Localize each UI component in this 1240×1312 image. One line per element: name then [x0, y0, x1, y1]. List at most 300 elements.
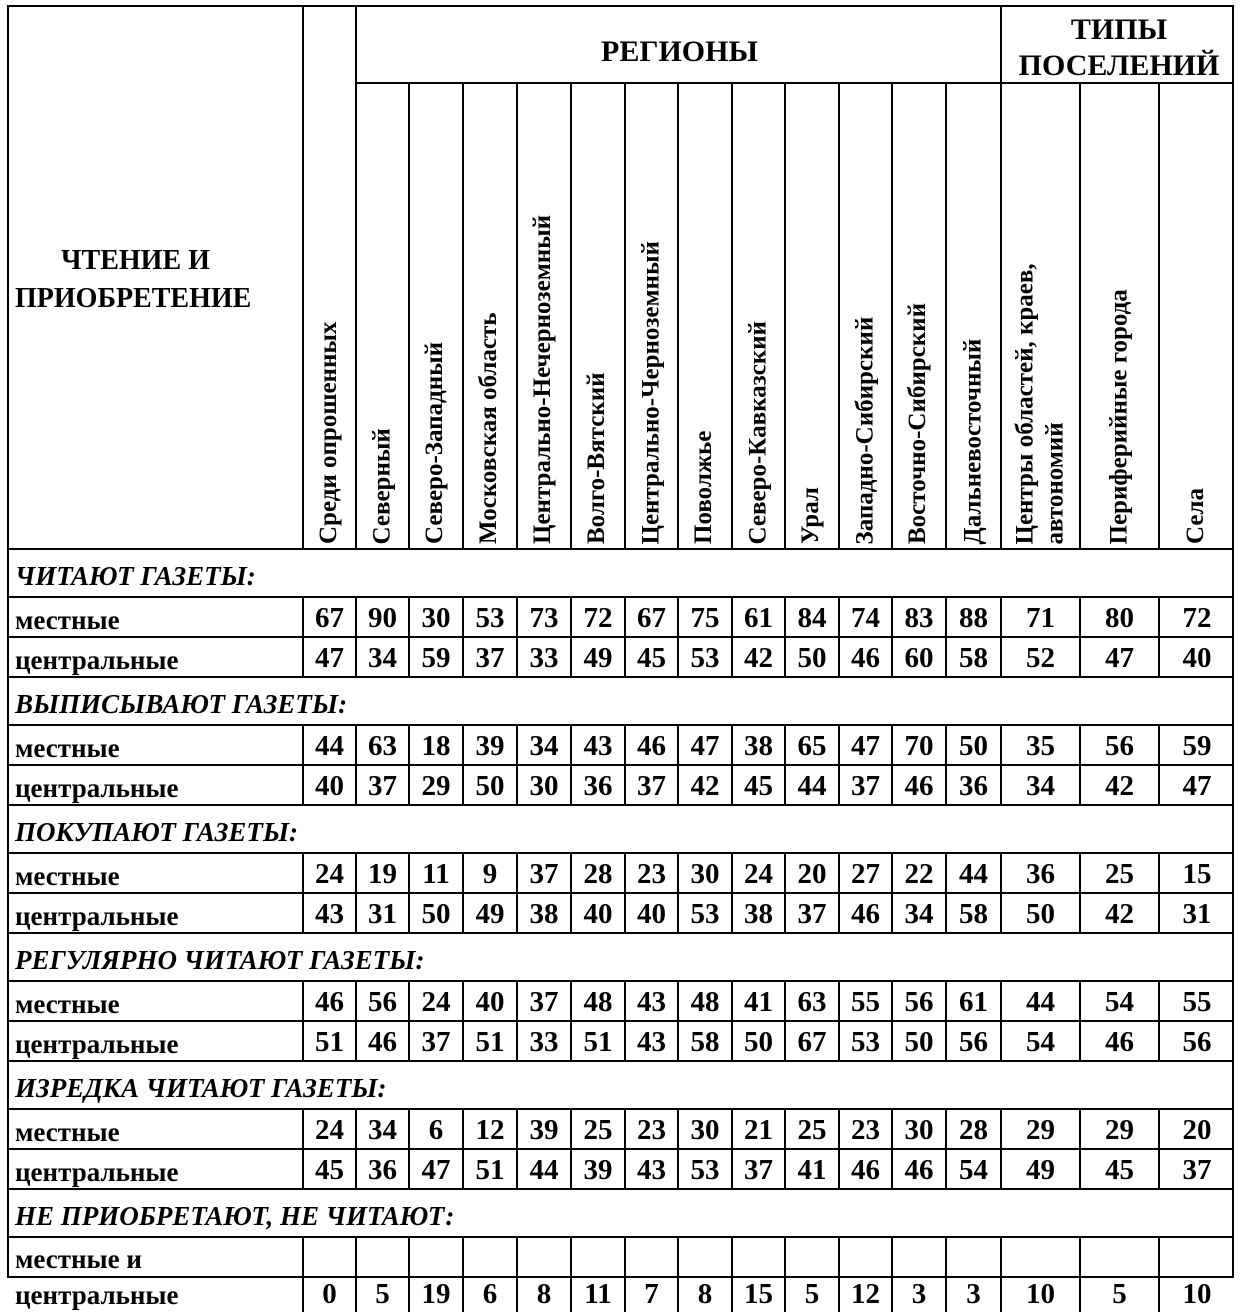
section-title: ВЫПИСЫВАЮТ ГАЗЕТЫ:: [15, 689, 348, 719]
cell-divider: [677, 1148, 679, 1188]
corner-title-line-2: ПРИОБРЕТЕНИЕ: [15, 283, 252, 314]
table-cell-value: 44: [797, 770, 827, 802]
cell-divider: [355, 724, 357, 764]
table-cell-value: 67: [315, 602, 344, 634]
cell-divider: [570, 892, 572, 932]
cell-divider: [838, 1148, 840, 1188]
cell-divider: [945, 892, 947, 932]
table-cell-value: 50: [1026, 898, 1055, 930]
table-cell-value: 41: [797, 1154, 827, 1186]
cell-divider: [1000, 1148, 1002, 1188]
table-cell-value: 50: [959, 730, 988, 762]
table-cell-value: 58: [959, 898, 988, 930]
cell-divider: [516, 1148, 518, 1188]
column-header-region: [357, 86, 406, 544]
table-cell-value: 38: [529, 898, 559, 930]
column-header-total-text: Среди опрошенных: [314, 321, 342, 544]
cell-divider: [355, 1108, 357, 1148]
cell-divider: [1000, 980, 1002, 1020]
table-cell-value: 44: [1026, 986, 1055, 1018]
table-cell-value: 19: [421, 1278, 451, 1310]
table-cell-value: 60: [904, 642, 934, 674]
cell-divider: [891, 852, 893, 892]
cell-divider: [355, 1020, 357, 1060]
table-cell-value: 34: [1026, 770, 1055, 802]
cell-divider: [677, 1108, 679, 1148]
cell-divider: [1000, 596, 1002, 636]
cell-divider: [1079, 892, 1081, 932]
cell-divider: [784, 1236, 786, 1312]
cell-divider: [570, 980, 572, 1020]
table-cell-value: 50: [797, 642, 827, 674]
cell-divider: [302, 892, 304, 932]
cell-divider: [784, 892, 786, 932]
table-cell-value: 30: [690, 1114, 720, 1146]
cell-divider: [945, 764, 947, 804]
table-cell-value: 53: [690, 898, 720, 930]
column-header-region: [893, 86, 943, 544]
cell-divider: [570, 852, 572, 892]
table-cell-value: 48: [690, 986, 720, 1018]
cell-divider: [1079, 852, 1081, 892]
table-cell-value: 46: [1105, 1026, 1134, 1058]
table-cell-value: 24: [744, 858, 773, 890]
table-cell-value: 40: [475, 986, 505, 1018]
table-cell-value: 56: [1105, 730, 1134, 762]
table-cell-value: 42: [1105, 898, 1134, 930]
cell-divider: [677, 980, 679, 1020]
cell-divider: [945, 724, 947, 764]
row-divider: [7, 804, 1234, 806]
column-header-region: [464, 86, 514, 544]
column-header-region-text: Урал: [797, 487, 824, 544]
table-cell-value: 43: [315, 898, 344, 930]
table-cell-value: 37: [637, 770, 666, 802]
cell-divider: [731, 1108, 733, 1148]
settlements-group-header-line-2: ПОСЕЛЕНИЙ: [1018, 49, 1220, 82]
cell-divider: [462, 1108, 464, 1148]
cell-divider: [570, 1148, 572, 1188]
cell-divider: [355, 636, 357, 676]
column-header-region: [572, 86, 622, 544]
table-cell-value: 33: [529, 642, 559, 674]
cell-divider: [784, 1148, 786, 1188]
table-cell-value: 84: [797, 602, 827, 634]
cell-divider: [731, 764, 733, 804]
cell-divider: [408, 892, 410, 932]
table-cell-value: 34: [529, 730, 559, 762]
cell-divider: [462, 596, 464, 636]
cell-divider: [945, 636, 947, 676]
table-cell-value: 50: [904, 1026, 934, 1058]
table-cell-value: 45: [744, 770, 773, 802]
table-cell-value: 49: [583, 642, 613, 674]
cell-divider: [1158, 1108, 1160, 1148]
cell-divider: [408, 596, 410, 636]
table-cell-value: 46: [368, 1026, 397, 1058]
cell-divider: [1079, 1108, 1081, 1148]
table-cell-value: 15: [1182, 858, 1212, 890]
section-divider: [7, 1108, 1234, 1110]
table-cell-value: 48: [583, 986, 613, 1018]
section-title: ПОКУПАЮТ ГАЗЕТЫ:: [15, 817, 298, 847]
table-cell-value: 24: [421, 986, 451, 1018]
table-cell-value: 46: [904, 1154, 934, 1186]
table-cell-value: 47: [1182, 770, 1212, 802]
table-cell-value: 49: [475, 898, 505, 930]
cell-divider: [462, 724, 464, 764]
table-cell-value: 42: [1105, 770, 1134, 802]
cell-divider: [516, 980, 518, 1020]
cell-divider: [516, 1020, 518, 1060]
cell-divider: [1079, 596, 1081, 636]
column-header-settlement-text: Периферийные города: [1104, 288, 1132, 544]
cell-divider: [838, 1020, 840, 1060]
table-cell-value: 67: [797, 1026, 827, 1058]
cell-divider: [516, 636, 518, 676]
cell-divider: [891, 724, 893, 764]
table-cell-value: 83: [904, 602, 934, 634]
table-cell-value: 90: [368, 602, 397, 634]
cell-divider: [784, 764, 786, 804]
column-header-region-text: Северо-Западный: [421, 341, 448, 544]
cell-divider: [784, 1108, 786, 1148]
cell-divider: [731, 1236, 733, 1312]
table-cell-value: 80: [1105, 602, 1134, 634]
table-cell-value: 88: [959, 602, 988, 634]
cell-divider: [302, 1108, 304, 1148]
table-cell-value: 71: [1026, 602, 1055, 634]
cell-divider: [302, 980, 304, 1020]
row-divider: [7, 1188, 1234, 1190]
cell-divider: [624, 596, 626, 636]
table-cell-value: 36: [1026, 858, 1055, 890]
table-cell-value: 49: [1026, 1154, 1055, 1186]
cell-divider: [408, 1108, 410, 1148]
column-header-settlement-text-2: автономий: [1040, 421, 1068, 544]
cell-divider: [677, 596, 679, 636]
section-divider: [7, 724, 1234, 726]
cell-divider: [516, 596, 518, 636]
section-divider: [7, 1236, 1234, 1238]
table-cell-value: 10: [1182, 1278, 1212, 1310]
cell-divider: [570, 764, 572, 804]
table-cell-value: 72: [583, 602, 613, 634]
row-divider: [7, 636, 1234, 638]
table-cell-value: 53: [690, 1154, 720, 1186]
column-header-total: [304, 11, 353, 544]
cell-divider: [784, 636, 786, 676]
cell-divider: [945, 852, 947, 892]
table-cell-value: 22: [904, 858, 934, 890]
table-cell-value: 25: [1105, 858, 1134, 890]
cell-divider: [1079, 724, 1081, 764]
table-cell-value: 20: [797, 858, 827, 890]
table-cell-value: 52: [1026, 642, 1055, 674]
row-label: местные и: [15, 1244, 142, 1274]
table-cell-value: 10: [1026, 1278, 1055, 1310]
survey-table: [7, 5, 1234, 1310]
section-title: НЕ ПРИОБРЕТАЮТ, НЕ ЧИТАЮТ:: [15, 1201, 455, 1231]
table-cell-value: 29: [421, 770, 451, 802]
table-cell-value: 56: [959, 1026, 988, 1058]
cell-divider: [945, 1236, 947, 1312]
cell-divider: [731, 596, 733, 636]
table-cell-value: 39: [475, 730, 505, 762]
table-cell-value: 70: [904, 730, 934, 762]
cell-divider: [462, 1020, 464, 1060]
column-header-region: [410, 86, 460, 544]
cell-divider: [302, 852, 304, 892]
table-cell-value: 55: [851, 986, 880, 1018]
row-label-2: центральные: [15, 1280, 179, 1310]
table-cell-value: 55: [1182, 986, 1212, 1018]
cell-divider: [1000, 724, 1002, 764]
section-title: РЕГУЛЯРНО ЧИТАЮТ ГАЗЕТЫ:: [15, 945, 425, 975]
column-header-region-text: Западно-Сибирский: [850, 316, 878, 544]
cell-divider: [570, 596, 572, 636]
table-cell-value: 50: [475, 770, 505, 802]
row-label: местные: [15, 989, 120, 1019]
table-cell-value: 46: [315, 986, 344, 1018]
table-cell-value: 15: [744, 1278, 773, 1310]
cell-divider: [355, 892, 357, 932]
cell-divider: [1158, 764, 1160, 804]
table-cell-value: 61: [744, 602, 773, 634]
column-header-region: [518, 86, 568, 544]
column-header-region-text: Восточно-Сибирский: [904, 303, 931, 544]
cell-divider: [462, 636, 464, 676]
cell-divider: [516, 1236, 518, 1312]
cell-divider: [355, 1236, 357, 1312]
table-cell-value: 20: [1182, 1114, 1212, 1146]
cell-divider: [462, 764, 464, 804]
table-cell-value: 51: [475, 1026, 505, 1058]
regions-group-header: РЕГИОНЫ: [601, 35, 758, 68]
cell-divider: [516, 1108, 518, 1148]
cell-divider: [838, 1236, 840, 1312]
cell-divider: [624, 1148, 626, 1188]
table-cell-value: 54: [1105, 986, 1134, 1018]
cell-divider: [731, 852, 733, 892]
table-cell-value: 45: [315, 1154, 344, 1186]
cell-divider: [570, 636, 572, 676]
row-divider: [7, 932, 1234, 934]
column-header-region-text: Волго-Вятский: [583, 372, 610, 544]
cell-divider: [1158, 636, 1160, 676]
cell-divider: [838, 852, 840, 892]
row-divider: [7, 892, 1234, 894]
table-cell-value: 43: [637, 986, 666, 1018]
table-cell-value: 54: [959, 1154, 988, 1186]
table-cell-value: 23: [637, 858, 666, 890]
table-cell-value: 21: [744, 1114, 773, 1146]
cell-divider: [945, 1020, 947, 1060]
table-cell-value: 8: [697, 1278, 713, 1310]
table-cell-value: 44: [529, 1154, 559, 1186]
cell-divider: [302, 764, 304, 804]
cell-divider: [677, 724, 679, 764]
row-divider: [7, 1148, 1234, 1150]
row-label: центральные: [15, 645, 179, 675]
table-cell-value: 47: [315, 642, 344, 674]
table-cell-value: 29: [1026, 1114, 1055, 1146]
table-cell-value: 30: [690, 858, 720, 890]
cell-divider: [516, 852, 518, 892]
table-cell-value: 43: [583, 730, 613, 762]
table-cell-value: 43: [637, 1154, 666, 1186]
table-cell-value: 47: [421, 1154, 451, 1186]
cell-divider: [624, 980, 626, 1020]
settlements-group-header-line-1: ТИПЫ: [1070, 13, 1168, 46]
table-cell-value: 37: [797, 898, 827, 930]
table-cell-value: 39: [529, 1114, 559, 1146]
cell-divider: [838, 764, 840, 804]
table-cell-value: 3: [966, 1278, 981, 1310]
table-cell-value: 46: [851, 898, 880, 930]
cell-divider: [784, 596, 786, 636]
cell-divider: [784, 980, 786, 1020]
table-cell-value: 38: [744, 730, 773, 762]
table-cell-value: 59: [1182, 730, 1212, 762]
cell-divider: [1158, 1236, 1160, 1312]
cell-divider: [302, 1236, 304, 1312]
table-cell-value: 59: [421, 642, 451, 674]
cell-divider: [784, 724, 786, 764]
table-cell-value: 37: [851, 770, 880, 802]
table-cell-value: 75: [690, 602, 720, 634]
table-cell-value: 37: [1182, 1154, 1212, 1186]
table-cell-value: 36: [368, 1154, 397, 1186]
table-cell-value: 53: [690, 642, 720, 674]
cell-divider: [677, 1236, 679, 1312]
table-cell-value: 31: [368, 898, 397, 930]
cell-divider: [408, 764, 410, 804]
table-cell-value: 65: [797, 730, 827, 762]
table-cell-value: 31: [1182, 898, 1212, 930]
cell-divider: [1158, 852, 1160, 892]
table-cell-value: 53: [851, 1026, 880, 1058]
cell-divider: [624, 852, 626, 892]
table-cell-value: 30: [904, 1114, 934, 1146]
column-header-settlement-text: Села: [1182, 488, 1209, 544]
table-cell-value: 25: [797, 1114, 827, 1146]
cell-divider: [408, 724, 410, 764]
column-header-settlement-text: Центры областей, краев,: [1010, 262, 1038, 544]
cell-divider: [891, 1148, 893, 1188]
column-header-settlement: [1081, 86, 1156, 544]
table-cell-value: 11: [584, 1278, 612, 1310]
table-cell-value: 37: [475, 642, 505, 674]
column-header-region: [733, 86, 782, 544]
table-cell-value: 51: [583, 1026, 613, 1058]
column-header-region-text: Центрально-Нечерноземный: [529, 214, 556, 544]
cell-divider: [516, 892, 518, 932]
table-cell-value: 5: [375, 1278, 390, 1310]
column-header-region-text: Северный: [367, 427, 395, 544]
table-cell-value: 63: [368, 730, 397, 762]
column-header-region-text: Дальневосточный: [958, 338, 986, 544]
table-cell-value: 40: [315, 770, 344, 802]
table-cell-value: 0: [322, 1278, 337, 1310]
cell-divider: [1158, 980, 1160, 1020]
table-cell-value: 6: [482, 1278, 498, 1310]
table-cell-value: 47: [851, 730, 880, 762]
cell-divider: [624, 1108, 626, 1148]
cell-divider: [838, 980, 840, 1020]
table-cell-value: 44: [959, 858, 988, 890]
table-cell-value: 8: [536, 1278, 552, 1310]
cell-divider: [731, 980, 733, 1020]
cell-divider: [731, 724, 733, 764]
table-cell-value: 45: [1105, 1154, 1134, 1186]
cell-divider: [408, 636, 410, 676]
cell-divider: [462, 892, 464, 932]
cell-divider: [408, 980, 410, 1020]
table-cell-value: 40: [637, 898, 666, 930]
cell-divider: [462, 980, 464, 1020]
cell-divider: [516, 764, 518, 804]
column-header-region-text: Северо-Кавказский: [743, 320, 771, 544]
cell-divider: [1079, 636, 1081, 676]
column-header-region: [786, 86, 836, 544]
cell-divider: [891, 764, 893, 804]
cell-divider: [891, 596, 893, 636]
cell-divider: [945, 1148, 947, 1188]
table-cell-value: 34: [368, 642, 397, 674]
cell-divider: [891, 1020, 893, 1060]
table-cell-value: 51: [315, 1026, 344, 1058]
cell-divider: [624, 1020, 626, 1060]
cell-divider: [677, 1020, 679, 1060]
table-cell-value: 41: [744, 986, 773, 1018]
table-cell-value: 73: [529, 602, 559, 634]
cell-divider: [462, 852, 464, 892]
table-cell-value: 42: [744, 642, 773, 674]
cell-divider: [677, 852, 679, 892]
table-cell-value: 35: [1026, 730, 1055, 762]
table-cell-value: 28: [583, 858, 613, 890]
cell-divider: [1158, 1020, 1160, 1060]
cell-divider: [945, 1108, 947, 1148]
table-cell-value: 58: [959, 642, 988, 674]
table-cell-value: 47: [690, 730, 720, 762]
row-label: центральные: [15, 901, 179, 931]
section-divider: [7, 596, 1234, 598]
row-divider: [7, 1060, 1234, 1062]
cell-divider: [1079, 764, 1081, 804]
cell-divider: [302, 1148, 304, 1188]
cell-divider: [784, 1020, 786, 1060]
table-cell-value: 56: [368, 986, 397, 1018]
cell-divider: [945, 980, 947, 1020]
cell-divider: [1000, 1236, 1002, 1312]
table-cell-value: 25: [583, 1114, 613, 1146]
table-cell-value: 29: [1105, 1114, 1134, 1146]
table-cell-value: 47: [1105, 642, 1134, 674]
cell-divider: [624, 892, 626, 932]
table-cell-value: 61: [959, 986, 988, 1018]
cell-divider: [570, 1020, 572, 1060]
cell-divider: [1000, 1108, 1002, 1148]
cell-divider: [355, 596, 357, 636]
row-divider: [7, 1020, 1234, 1022]
table-cell-value: 39: [583, 1154, 613, 1186]
section-divider: [7, 852, 1234, 854]
cell-divider: [355, 852, 357, 892]
cell-divider: [624, 764, 626, 804]
row-label: местные: [15, 605, 120, 635]
